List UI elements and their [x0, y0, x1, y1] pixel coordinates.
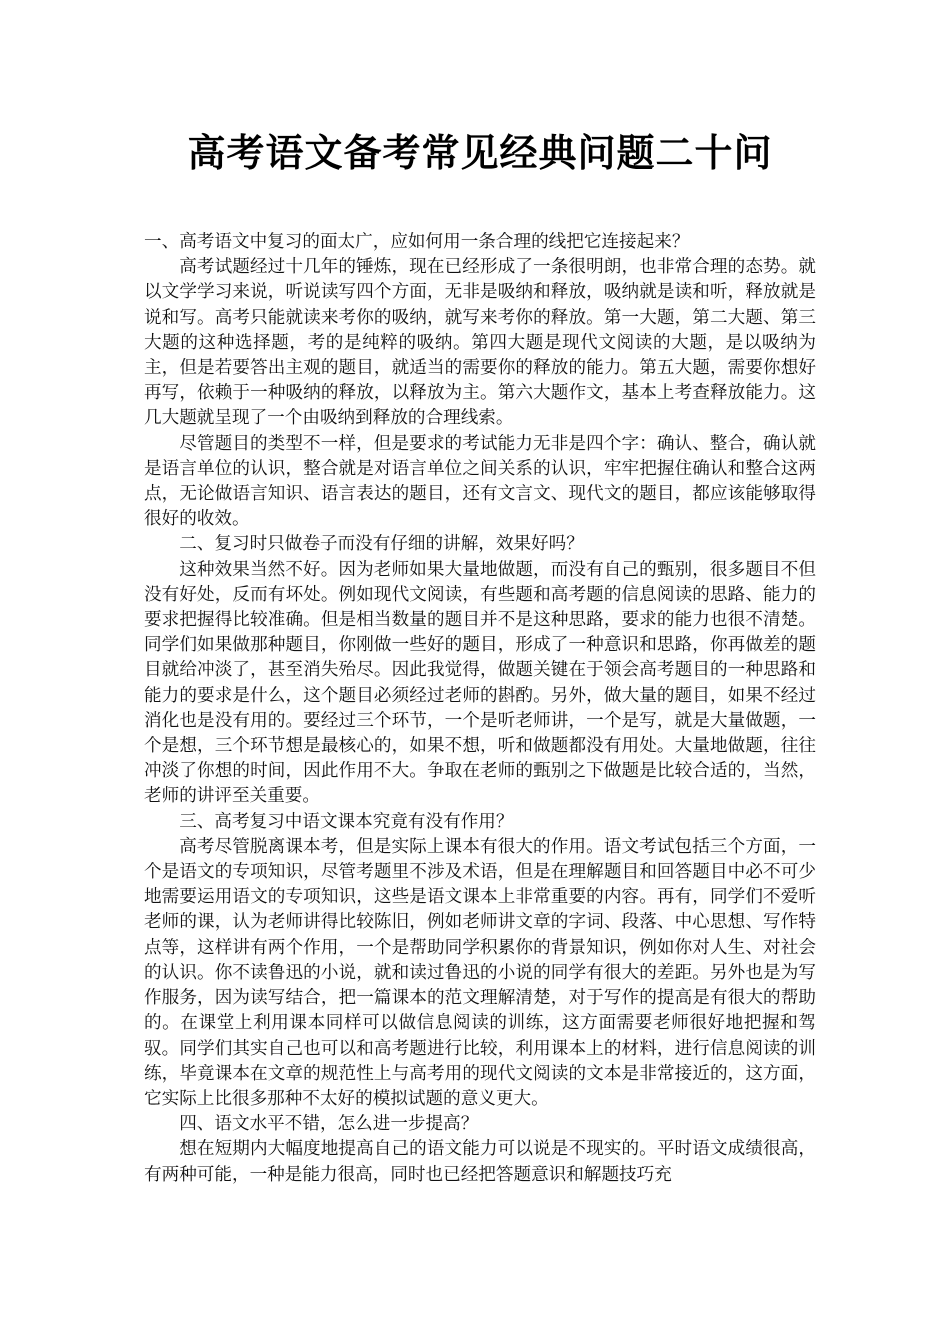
question-heading-2: 二、复习时只做卷子而没有仔细的讲解，效果好吗？	[179, 534, 584, 555]
answer-paragraph-3: 高考尽管脱离课本考，但是实际上课本有很大的作用。语文考试包括三个方面，一个是语文的专项知识，尽管考题里不涉及术语，但是在理解题目和回答题目中必不可少地需要运用语文的专项知识，这些是语文课本上非常重要的内容。再有，同学们不爱听老师的课，认为老师讲得比较陈旧，例如老师讲文章的字词、段落、中心思想、写作特点等，这样讲有两个作用，一个是帮助同学积累你的背景知识，例如你对人生、对社会的认识。你不读鲁迅的小说，就和读过鲁迅的小说的同学有很大的差距。另外也是为写作服务，因为读写结合，把一篇课本的范文理解清楚，对于写作的提高是有很大的帮助的。在课堂上利用课本同样可以做信息阅读的训练，这方面需要老师很好地把握和驾驭。同学们其实自己也可以和高考题进行比较，利用课本上的材料，进行信息阅读的训练，毕竟课本在文章的规范性上与高考用的现代文阅读的文本是非常接近的，这方面，它实际上比很多那种不太好的模拟试题的意义更大。	[144, 836, 816, 1109]
question-heading-4: 四、语文水平不错，怎么进一步提高？	[179, 1114, 479, 1135]
answer-paragraph-2: 这种效果当然不好。因为老师如果大量地做题，而没有自己的甄别，很多题目不但没有好处，反而有坏处。例如现代文阅读，有些题和高考题的信息阅读的思路、能力的要求把握得比较准确。但是相当数量的题目并不是这种思路，要求的能力也很不清楚。同学们如果做那种题目，你刚做一些好的题目，形成了一种意识和思路，你再做差的题目就给冲淡了，甚至消失殆尽。因此我觉得，做题关键在于领会高考题目的一种思路和能力的要求是什么，这个题目必须经过老师的斟酌。另外，做大量的题目，如果不经过消化也是没有用的。要经过三个环节，一个是听老师讲，一个是写，就是大量做题，一个是想，三个环节想是最核心的，如果不想，听和做题都没有用处。大量地做题，往往冲淡了你想的时间，因此作用不大。争取在老师的甄别之下做题是比较合适的，当然，老师的讲评至关重要。	[144, 559, 816, 807]
answer-paragraph-4: 想在短期内大幅度地提高自己的语文能力可以说是不现实的。平时语文成绩很高，有两种可能，一种是能力很高，同时也已经把答题意识和解题技巧充	[144, 1139, 816, 1185]
answer-paragraph-1a: 高考试题经过十几年的锤炼，现在已经形成了一条很明朗，也非常合理的态势。就以文学学习来说，听说读写四个方面，无非是吸纳和释放，吸纳就是读和听，释放就是说和写。高考只能就读来考你的吸纳，就写来考你的释放。第一大题，第二大题、第三大题的这种选择题，考的是纯粹的吸纳。第四大题是现代文阅读的大题，是以吸纳为主，但是若要答出主观的题目，就适当的需要你的释放的能力。第五大题，需要你想好再写，依赖于一种吸纳的释放，以释放为主。第六大题作文，基本上考查释放能力。这几大题就呈现了一个由吸纳到释放的合理线索。	[144, 257, 816, 429]
question-heading-3: 三、高考复习中语文课本究竟有没有作用？	[179, 811, 514, 832]
document-body	[144, 230, 816, 1188]
answer-paragraph-1b: 尽管题目的类型不一样，但是要求的考试能力无非是四个字：确认、整合，确认就是语言单位的认识，整合就是对语言单位之间关系的认识，牢牢把握住确认和整合这两点，无论做语言知识、语言表达的题目，还有文言文、现代文的题目，都应该能够取得很好的收效。	[144, 433, 816, 530]
document-title: 高考语文备考常见经典问题二十问	[187, 130, 773, 175]
question-heading-1: 一、高考语文中复习的面太广，应如何用一条合理的线把它连接起来？	[144, 232, 690, 252]
document-page	[144, 124, 816, 1188]
